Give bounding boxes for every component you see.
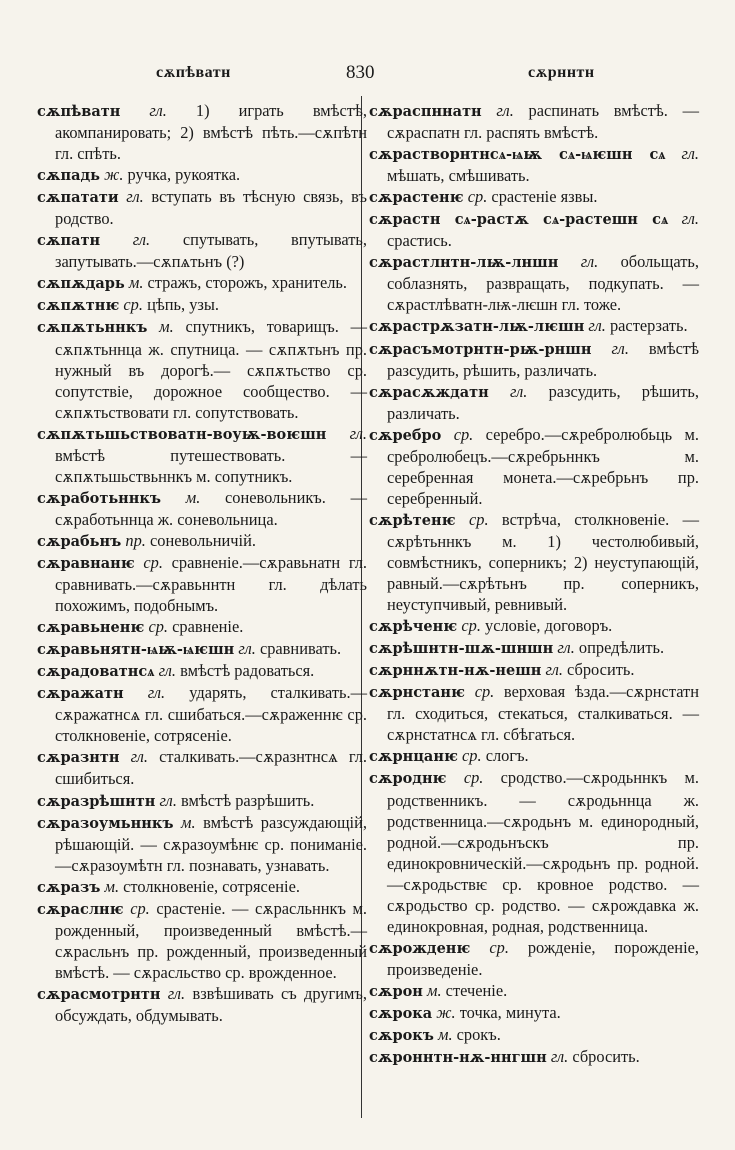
dictionary-entry [369, 1046, 699, 1068]
entry-definition: стеченіе. [441, 980, 508, 1000]
entry-headword: сѫрѣтенѥ [369, 511, 456, 529]
dictionary-entry [369, 937, 699, 980]
entry-headword: сѫрастрѫзатн-лѭ-лѥшн [369, 318, 585, 336]
entry-definition: мѣшать, смѣшивать. [387, 166, 530, 186]
entry-definition: 1) играть вмѣстѣ, акомпанировать; 2) вмѣстѣ пѣть.—сѫпѣтн гл. спѣть. [55, 101, 367, 164]
entry-headword: сѫразнтн [37, 749, 120, 767]
entry-headword: сѫрокъ [369, 1027, 434, 1045]
entry-grammar-label: гл. [681, 144, 699, 164]
entry-grammar-label: гл. [611, 338, 629, 358]
entry-headword: сѫрннѫтн-нѫ-нешн [369, 662, 542, 680]
entry-definition: стражъ, сторожъ, хранитель. [143, 273, 347, 293]
dictionary-entry [37, 164, 367, 186]
entry-grammar-label: гл. [496, 101, 514, 120]
entry-headword: сѫпѫтьшьствоватн-воуѭ-воѥшн [37, 425, 327, 443]
entry-headword: сѫразрѣшнтн [37, 792, 156, 810]
dictionary-entry [37, 790, 367, 812]
entry-headword: сѫрѣшнтн-шѫ-шншн [369, 640, 554, 658]
dictionary-entry [369, 509, 699, 615]
entry-headword: сѫразоумьннкъ [37, 814, 174, 832]
dictionary-entry [369, 338, 699, 381]
dictionary-entry [37, 682, 367, 746]
entry-grammar-label: гл. [147, 683, 166, 703]
entry-grammar-label: м. [185, 487, 201, 507]
entry-headword: сѫрадоватнсѧ [37, 663, 155, 681]
dictionary-entry [369, 681, 699, 745]
page-header [38, 62, 703, 88]
dictionary-entry [37, 423, 367, 487]
running-head-left: сѫпѣватн [156, 64, 231, 81]
entry-grammar-label: гл. [130, 747, 148, 767]
entry-definition: вмѣстѣ радоваться. [176, 661, 315, 681]
dictionary-entry [37, 898, 367, 983]
left-column [37, 100, 367, 1026]
entry-headword: сѫражатн [37, 685, 124, 703]
entry-grammar-label: гл. [149, 101, 167, 120]
entry-grammar-label: ср. [489, 937, 509, 957]
entry-definition: опредѣлить. [574, 638, 665, 658]
right-column [369, 100, 699, 1068]
entry-definition: вмѣстѣ путешествовать. — сѫпѫтьшьствьннкъ м. сопутникъ. [55, 445, 367, 486]
entry-definition: рожденіе, порожденіе, произведеніе. [387, 937, 699, 979]
dictionary-entry [37, 229, 367, 272]
dictionary-entry [369, 659, 699, 681]
entry-definition: спутникъ, товарищъ. — сѫпѫтьннца ж. спутница. — сѫпѫтьнъ пр. нужный въ дорогѣ.— сѫпѫтьство ср. сопутствіе, дорожное сообщество. — сѫпѫтьствовати гл. сопутствовать. [55, 317, 367, 422]
entry-grammar-label: гл. [349, 423, 367, 443]
entry-grammar-label: ср. [461, 616, 481, 636]
entry-grammar-label: гл. [158, 661, 177, 681]
entry-headword: сѫпѫтнѥ [37, 297, 120, 315]
dictionary-entry [37, 983, 367, 1026]
entry-headword: сѫрастн сѧ-растѫ сѧ-растешн сѧ [369, 211, 669, 229]
entry-definition: распинать вмѣстѣ. —сѫраспатн гл. распять вмѣстѣ. [387, 101, 699, 143]
entry-headword: сѫпатн [37, 232, 101, 250]
entry-definition: соневольникъ. — сѫработьннца ж. соневольница. [55, 487, 367, 529]
running-head-right: сѫрннтн [528, 64, 595, 81]
entry-grammar-label: ср. [123, 295, 143, 315]
entry-definition: разсудить, рѣшить, различать. [387, 381, 699, 423]
dictionary-entry [369, 381, 699, 424]
entry-grammar-label: гл. [545, 660, 563, 680]
entry-grammar-label: ж. [104, 165, 124, 185]
entry-headword: сѫрока [369, 1004, 433, 1022]
dictionary-entry [369, 767, 699, 936]
entry-headword: сѫроннтн-нѫ-ннгшн [369, 1049, 547, 1067]
entry-grammar-label: ср. [453, 424, 474, 444]
entry-headword: сѫраспннатн [369, 103, 482, 120]
entry-definition: вмѣстѣ разсудить, рѣшить, различать. [387, 338, 699, 380]
entry-headword: сѫразъ [37, 878, 101, 896]
dictionary-entry [369, 251, 699, 315]
entry-definition: срастеніе. — сѫрасльннкъ м. рожденный, произведенный вмѣстѣ.—сѫрасльнъ пр. рожденный, произведенный вмѣстѣ. — сѫрасльство ср. врожденное. [55, 898, 367, 982]
entry-headword: сѫраслнѥ [37, 900, 124, 918]
entry-grammar-label: гл. [588, 316, 606, 336]
entry-grammar-label: гл. [126, 187, 144, 207]
entry-grammar-label: м. [128, 273, 144, 293]
entry-headword: сѫрожденѥ [369, 939, 471, 957]
entry-definition: вмѣстѣ разсуждающій, рѣшающій. — сѫразоумѣнѥ ср. пониманіе.—сѫразоумѣтн гл. познавать, узнавать. [55, 812, 367, 875]
entry-headword: сѫрастлнтн-лѭ-лншн [369, 254, 559, 272]
dictionary-entry [369, 100, 699, 143]
entry-grammar-label: ср. [474, 682, 495, 702]
entry-headword: сѫрабьнъ [37, 532, 122, 550]
dictionary-entry [369, 315, 699, 337]
entry-definition: обольщать, соблазнять, развращать, подкупать. — сѫрастлѣватн-лѭ-лѥшн гл. тоже. [387, 252, 699, 315]
entry-definition: взвѣшивать съ другимъ, обсуждать, обдумывать. [55, 983, 367, 1025]
entry-definition: ударять, сталкивать.— сѫражатнсѧ гл. сшибаться.—сѫраженнѥ ср. столкновеніе, сотрясеніе. [55, 683, 367, 746]
entry-definition: растерзать. [605, 316, 688, 336]
entry-definition: сталкивать.—сѫразнтнсѧ гл. сшибиться. [55, 747, 367, 789]
dictionary-entry [37, 487, 367, 530]
dictionary-entry [369, 745, 699, 767]
dictionary-entry [37, 812, 367, 876]
entry-headword: сѫрон [369, 982, 423, 1000]
entry-grammar-label: м. [159, 317, 174, 337]
entry-headword: сѫрасмотрнтн [37, 985, 161, 1003]
entry-headword: сѫравнанѥ [37, 554, 135, 572]
entry-definition: столкновеніе, сотрясеніе. [119, 876, 300, 896]
entry-grammar-label: гл. [132, 230, 151, 250]
entry-grammar-label: ср. [467, 187, 488, 207]
dictionary-entry [37, 186, 367, 229]
dictionary-entry [37, 876, 367, 898]
dictionary-entry [37, 272, 367, 294]
entry-grammar-label: ср. [148, 617, 169, 637]
entry-definition: срастись. [387, 231, 452, 251]
entry-definition: условіе, договоръ. [480, 616, 613, 636]
dictionary-entry [369, 186, 699, 208]
entry-definition: сравненіе. [168, 617, 244, 637]
dictionary-entry [369, 1024, 699, 1046]
entry-definition: вмѣстѣ разрѣшить. [176, 790, 315, 810]
dictionary-entry [369, 615, 699, 637]
entry-headword: сѫрѣченѥ [369, 618, 458, 636]
entry-definition: ручка, рукоятка. [123, 165, 241, 185]
dictionary-entry [37, 316, 367, 422]
dictionary-entry [37, 100, 367, 164]
entry-grammar-label: гл. [580, 252, 599, 272]
entry-grammar-label: ср. [130, 898, 150, 918]
entry-definition: срастеніе язвы. [487, 187, 598, 207]
entry-headword: сѫпѫдарь [37, 275, 125, 293]
entry-headword: сѫпатати [37, 189, 119, 207]
entry-grammar-label: м. [437, 1025, 453, 1045]
dictionary-entry [37, 530, 367, 552]
dictionary-entry [37, 294, 367, 316]
dictionary-entry [369, 637, 699, 659]
dictionary-entry [37, 552, 367, 616]
entry-grammar-label: ср. [468, 509, 489, 529]
entry-headword: сѫрастенѥ [369, 189, 464, 207]
entry-definition: сбросить. [562, 660, 635, 680]
dictionary-entry [369, 143, 699, 186]
dictionary-entry [369, 208, 699, 251]
entry-definition: сродство.—сѫродьннкъ м. родственникъ. — сѫродьннца ж. родственница.—сѫродьнъ м. единородный, родной.—сѫродьнъскъ пр. единокровническій.—сѫродьнъ пр. родной.—сѫродьствѥ ср. кровное родство. — сѫродьство ср. родство. — сѫрождавка ж. единокровная, родная, родственница. [387, 768, 699, 936]
entry-definition: сравнивать. [255, 639, 342, 659]
entry-definition: срокъ. [452, 1025, 501, 1045]
entry-headword: сѫпадь [37, 167, 100, 185]
entry-grammar-label: гл. [509, 381, 528, 401]
entry-grammar-label: м. [427, 980, 442, 1000]
entry-grammar-label: гл. [159, 790, 177, 810]
dictionary-entry [37, 660, 367, 682]
entry-headword: сѫпѣватн [37, 103, 121, 120]
dictionary-entry [37, 746, 367, 789]
entry-definition: спутывать, впутывать, запутывать.—сѫпѧтьнъ (?) [55, 230, 367, 272]
entry-headword: сѫработьннкъ [37, 489, 161, 507]
entry-grammar-label: м. [181, 812, 196, 832]
entry-definition: встрѣча, столкновеніе. — сѫрѣтьннкъ м. 1) честолюбивый, совмѣстникъ, соперникъ; 2) неуступающій, равный.—сѫрѣтьнъ пр. соперникъ, неуступчивый, ревнивый. [387, 509, 699, 615]
entry-definition: слогъ. [481, 746, 529, 766]
entry-grammar-label: пр. [125, 530, 146, 550]
entry-definition: сбросить. [568, 1047, 640, 1067]
entry-grammar-label: гл. [238, 639, 256, 659]
entry-definition: соневольничій. [145, 530, 256, 550]
entry-grammar-label: м. [104, 876, 120, 896]
entry-grammar-label: ср. [143, 552, 163, 572]
entry-grammar-label: гл. [557, 638, 575, 658]
entry-headword: сѫроднѥ [369, 770, 447, 788]
page-number: 830 [346, 62, 375, 83]
dictionary-entry [369, 1002, 699, 1024]
entry-grammar-label: гл. [550, 1047, 569, 1067]
entry-grammar-label: гл. [681, 209, 699, 229]
entry-headword: сѫпѫтьннкъ [37, 319, 148, 337]
entry-definition: верховая ѣзда.—сѫрнстатн гл. сходиться, стекаться, сталкиваться. — сѫрнстатнсѧ гл. сбѣгаться. [387, 682, 699, 745]
entry-headword: сѫребро [369, 426, 442, 444]
entry-headword: сѫравьненѥ [37, 619, 145, 637]
entry-headword: сѫрастворнтнсѧ-ѩѭ сѧ-ѩѥшн сѧ [369, 146, 666, 164]
entry-definition: точка, минута. [455, 1002, 561, 1022]
entry-definition: вступать въ тѣсную связь, въ родство. [55, 187, 367, 229]
entry-headword: сѫрасъмотрнтн-рѭ-рншн [369, 340, 592, 358]
dictionary-entry [369, 424, 699, 509]
dictionary-entry [37, 616, 367, 638]
entry-definition: сравненіе.—сѫравьнатн гл. сравнивать.—сѫравьннтн гл. дѣлать похожимъ, подобнымъ. [55, 552, 367, 616]
entry-headword: сѫрасѫждатн [369, 383, 489, 401]
entry-grammar-label: ср. [462, 746, 482, 766]
entry-definition: цѣпь, узы. [142, 295, 219, 315]
entry-grammar-label: ср. [463, 768, 484, 788]
entry-definition: серебро.—сѫребролюбьць м. сребролюбецъ.—сѫребрьннкъ м. серебренная монета.—сѫребрьнъ пр. серебренный. [387, 424, 699, 508]
dictionary-entry [37, 638, 367, 660]
entry-grammar-label: ж. [436, 1002, 456, 1022]
dictionary-entry [369, 980, 699, 1002]
entry-headword: сѫрнстанѥ [369, 684, 466, 702]
entry-headword: сѫрнцанѥ [369, 748, 458, 766]
entry-grammar-label: гл. [167, 983, 186, 1003]
entry-headword: сѫравьнятн-ѩѭ-ѩѥшн [37, 641, 235, 659]
